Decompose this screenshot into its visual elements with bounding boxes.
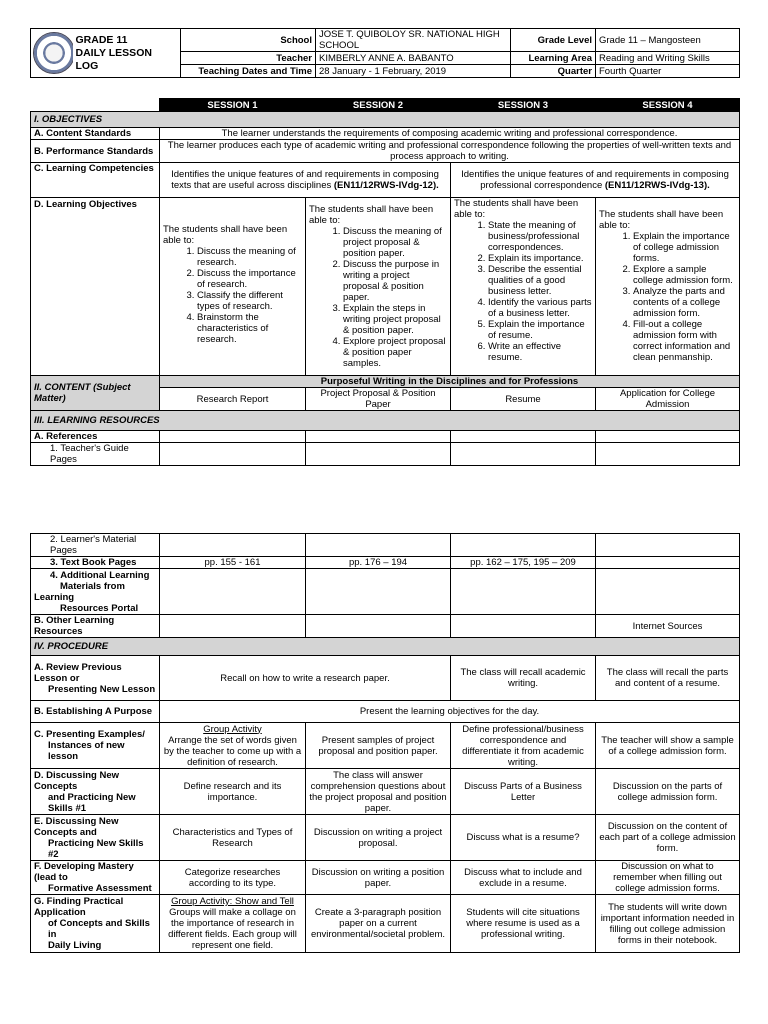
discussing-1-session-2: The class will answer comprehension questions about the project proposal and position paper. bbox=[306, 769, 451, 815]
competencies-disciplines: Identifies the unique features of and requirements in composing texts that are useful across disciplines (EN11/12RWS-IVdg-12). bbox=[160, 163, 451, 198]
list-item: 3. Describe the essential qualities of a good business letter. bbox=[488, 264, 592, 297]
objectives-session-4: The students shall have been able to: 1. Explain the importance of college admission forms. 2. Explore a sample college admission form. 3. Analyze the parts and contents of a college admission form. 4. Fill-out a college admission form with correct information and clean penmanship. bbox=[596, 198, 740, 376]
session-3-header: SESSION 3 bbox=[451, 99, 596, 112]
list-item: 5. Explain the importance of resume. bbox=[488, 319, 592, 341]
examples-label: C. Presenting Examples/ Instances of new lesson bbox=[31, 723, 160, 769]
discussing-1-session-1: Define research and its importance. bbox=[160, 769, 306, 815]
application-session-3: Students will cite situations where resume is used as a professional writing. bbox=[451, 895, 596, 953]
list-item: 1. Discuss the meaning of project proposal & position paper. bbox=[343, 226, 447, 259]
content-session-3: Resume bbox=[451, 388, 596, 411]
dll-title-log: DAILY LESSON LOG bbox=[75, 46, 152, 72]
review-label: A. Review Previous Lesson or Presenting New Lesson bbox=[31, 656, 160, 701]
examples-session-1: Group Activity Arrange the set of words given by the teacher to come up with a definition of research. bbox=[160, 723, 306, 769]
references-label: A. References bbox=[31, 431, 160, 443]
application-session-4: The students will write down important information needed in filling out college admission forms in their notebook. bbox=[596, 895, 740, 953]
list-item: 3. Classify the different types of research. bbox=[197, 290, 302, 312]
content-session-2: Project Proposal & Position Paper bbox=[306, 388, 451, 411]
competencies-correspondence: Identifies the unique features of and requirements in composing professional correspondence (EN11/12RWS-IVdg-13). bbox=[451, 163, 740, 198]
learning-competencies-label: C. Learning Competencies bbox=[31, 163, 160, 198]
content-subject-label: II. CONTENT (Subject Matter) bbox=[31, 376, 160, 411]
teacher-label: Teacher bbox=[181, 52, 316, 65]
content-standards-label: A. Content Standards bbox=[31, 128, 160, 140]
competency-code-13: (EN11/12RWS-IVdg-13). bbox=[604, 180, 710, 191]
list-item: 4. Brainstorm the characteristics of research. bbox=[197, 312, 302, 345]
discussing-1-label: D. Discussing New Concepts and Practicing New Skills #1 bbox=[31, 769, 160, 815]
other-resources-label: B. Other Learning Resources bbox=[31, 615, 160, 638]
examples-session-2: Present samples of project proposal and position paper. bbox=[306, 723, 451, 769]
list-item: 6. Write an effective resume. bbox=[488, 341, 592, 363]
performance-standards-value: The learner produces each type of academic writing and professional correspondence following the properties of well-written texts and process approach to writing. bbox=[160, 140, 740, 163]
objectives-session-3: The students shall have been able to: 1. State the meaning of business/professional correspondences. 2. Explain its importance. 3. Describe the essential qualities of a good business letter. 4. Identify the various parts of a business letter. 5. Explain the importance of resume. 6. Write an effective resume. bbox=[451, 198, 596, 376]
examples-session-4: The teacher will show a sample of a college admission form. bbox=[596, 723, 740, 769]
discussing-2-session-3: Discuss what is a resume? bbox=[451, 815, 596, 861]
procedure-heading: IV. PROCEDURE bbox=[31, 638, 740, 656]
list-item: 2. Explore a sample college admission form. bbox=[633, 264, 736, 286]
learning-area-label: Learning Area bbox=[511, 52, 596, 65]
learning-resources-heading: III. LEARNING RESOURCES bbox=[31, 411, 740, 431]
discussing-1-session-3: Discuss Parts of a Business Letter bbox=[451, 769, 596, 815]
grade-level-value: Grade 11 – Mangosteen bbox=[596, 29, 740, 52]
discussing-2-session-4: Discussion on the content of each part of a college admission form. bbox=[596, 815, 740, 861]
list-item: 2. Discuss the purpose in writing a project proposal & position paper. bbox=[343, 259, 447, 303]
discussing-2-label: E. Discussing New Concepts and Practicing New Skills #2 bbox=[31, 815, 160, 861]
list-item: 4. Fill-out a college admission form with correct information and clean penmanship. bbox=[633, 319, 736, 363]
content-session-1: Research Report bbox=[160, 388, 306, 411]
teacher-value: KIMBERLY ANNE A. BABANTO bbox=[316, 52, 511, 65]
list-item: 1. Explain the importance of college admission forms. bbox=[633, 231, 736, 264]
dates-label: Teaching Dates and Time bbox=[181, 65, 316, 78]
application-session-1: Group Activity: Show and Tell Groups will make a collage on the importance of research in different fields. Each group will represent one field. bbox=[160, 895, 306, 953]
discussing-1-session-4: Discussion on the parts of college admission form. bbox=[596, 769, 740, 815]
objectives-session-2: The students shall have been able to: 1. Discuss the meaning of project proposal & position paper. 2. Discuss the purpose in writing a project proposal & position paper. 3. Explain the steps in writing project proposal & position paper. 4. Explore project proposal & position paper samples. bbox=[306, 198, 451, 376]
objectives-session-1: The students shall have been able to: 1. Discuss the meaning of research. 2. Discuss the importance of research. 3. Classify the different types of research. 4. Brainstorm the characteristics of research. bbox=[160, 198, 306, 376]
list-item: 2. Explain its importance. bbox=[488, 253, 592, 264]
textbook-session-2: pp. 176 – 194 bbox=[306, 557, 451, 569]
mastery-session-2: Discussion on writing a position paper. bbox=[306, 861, 451, 895]
content-banner: Purposeful Writing in the Disciplines and for Professions bbox=[160, 376, 740, 388]
list-item: 4. Identify the various parts of a business letter. bbox=[488, 297, 592, 319]
additional-materials-label: 4. Additional Learning Materials from Learning Resources Portal bbox=[31, 569, 160, 615]
application-label: G. Finding Practical Application of Concepts and Skills in Daily Living bbox=[31, 895, 160, 953]
textbook-session-1: pp. 155 - 161 bbox=[160, 557, 306, 569]
deped-seal-icon bbox=[33, 32, 73, 74]
list-item: 3. Analyze the parts and contents of a college admission form. bbox=[633, 286, 736, 319]
lesson-table-part1 bbox=[30, 98, 740, 466]
dates-value: 28 January - 1 February, 2019 bbox=[316, 65, 511, 78]
review-session-3: The class will recall academic writing. bbox=[451, 656, 596, 701]
list-item: 4. Explore project proposal & position paper samples. bbox=[343, 336, 447, 369]
header-table bbox=[30, 28, 740, 78]
other-resources-session-4: Internet Sources bbox=[596, 615, 740, 638]
teachers-guide-label: 1. Teacher's Guide Pages bbox=[31, 443, 160, 466]
learning-objectives-label: D. Learning Objectives bbox=[31, 198, 160, 376]
application-session-2: Create a 3-paragraph position paper on a current environmental/societal problem. bbox=[306, 895, 451, 953]
list-item: 1. State the meaning of business/professional correspondences. bbox=[488, 220, 592, 253]
list-item: 2. Discuss the importance of research. bbox=[197, 268, 302, 290]
list-item: 1. Discuss the meaning of research. bbox=[197, 246, 302, 268]
list-item: 3. Explain the steps in writing project proposal & position paper. bbox=[343, 303, 447, 336]
objectives-heading: I. OBJECTIVES bbox=[31, 112, 740, 128]
grade-level-label: Grade Level bbox=[511, 29, 596, 52]
purpose-value: Present the learning objectives for the day. bbox=[160, 701, 740, 723]
review-session-4: The class will recall the parts and content of a resume. bbox=[596, 656, 740, 701]
discussing-2-session-2: Discussion on writing a project proposal. bbox=[306, 815, 451, 861]
learning-area-value: Reading and Writing Skills bbox=[596, 52, 740, 65]
examples-session-3: Define professional/business correspondence and differentiate it from academic writing. bbox=[451, 723, 596, 769]
quarter-label: Quarter bbox=[511, 65, 596, 78]
performance-standards-label: B. Performance Standards bbox=[31, 140, 160, 163]
school-value: JOSE T. QUIBOLOY SR. NATIONAL HIGH SCHOOL bbox=[316, 29, 511, 52]
dll-title-grade: GRADE 11 bbox=[75, 33, 128, 46]
discussing-2-session-1: Characteristics and Types of Research bbox=[160, 815, 306, 861]
purpose-label: B. Establishing A Purpose bbox=[31, 701, 160, 723]
content-standards-value: The learner understands the requirements of composing academic writing and professional correspondence. bbox=[160, 128, 740, 140]
quarter-value: Fourth Quarter bbox=[596, 65, 740, 78]
content-session-4: Application for College Admission bbox=[596, 388, 740, 411]
mastery-session-4: Discussion on what to remember when filling out college admission forms. bbox=[596, 861, 740, 895]
session-1-header: SESSION 1 bbox=[160, 99, 306, 112]
mastery-session-3: Discuss what to include and exclude in a resume. bbox=[451, 861, 596, 895]
mastery-session-1: Categorize researches according to its type. bbox=[160, 861, 306, 895]
lesson-table-part2 bbox=[30, 533, 740, 953]
review-session-1-2: Recall on how to write a research paper. bbox=[160, 656, 451, 701]
competency-code-12: (EN11/12RWS-IVdg-12). bbox=[333, 180, 439, 191]
textbook-label: 3. Text Book Pages bbox=[31, 557, 160, 569]
session-2-header: SESSION 2 bbox=[306, 99, 451, 112]
session-4-header: SESSION 4 bbox=[596, 99, 740, 112]
school-label: School bbox=[181, 29, 316, 52]
learners-material-label: 2. Learner's Material Pages bbox=[31, 534, 160, 557]
textbook-session-3: pp. 162 – 175, 195 – 209 bbox=[451, 557, 596, 569]
mastery-label: F. Developing Mastery (lead to Formative Assessment bbox=[31, 861, 160, 895]
